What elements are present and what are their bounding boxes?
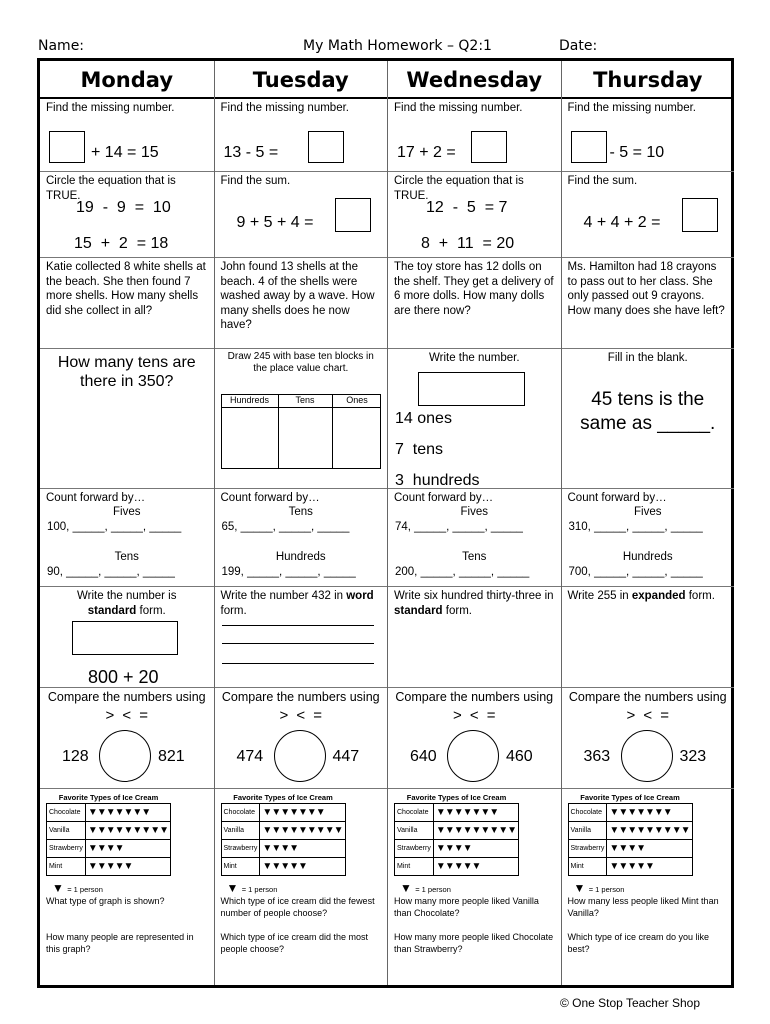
problem-cell-6 [388,587,561,688]
word-problem: The toy store has 12 dolls on the shelf. They get a delivery of 6 more dolls. How many dolls are there now? [394,261,554,317]
skip-count-sequence[interactable]: 65, _____, _____, _____ [221,521,350,533]
skip-count-sequence[interactable]: 200, _____, _____, _____ [395,566,530,578]
place-value-clue: 14 ones [395,410,452,427]
count-forward-label: Count forward by… [567,492,667,504]
writing-line[interactable] [222,643,374,644]
problem-prompt: Circle the equation that is TRUE. [46,175,176,202]
pictograph-row [221,822,345,840]
number-form-prompt [215,587,388,618]
prompt-text: form. [136,604,166,617]
compare-right-number: 447 [332,748,360,765]
ice-cream-cone-icon: ▼ [226,881,242,895]
flavor-label: Chocolate [395,804,434,822]
pictograph-key [227,881,278,895]
prompt-text: form. [442,604,472,617]
problem-cell-1 [40,99,214,172]
prompt-keyword: standard [87,604,137,617]
day-column-thursday [561,61,735,985]
comparison-symbols: > < = [626,706,670,724]
worksheet-title: My Math Homework – Q2:1 [303,38,492,54]
day-heading: Wednesday [388,61,561,99]
ice-cream-cone-icon: ▼▼▼▼▼ [433,858,518,876]
skip-count-sequence[interactable]: 100, _____, _____, _____ [47,521,182,533]
pictograph-title: Favorite Types of Ice Cream [58,793,159,802]
problem-cell-5 [388,489,561,587]
answer-box[interactable] [72,621,178,655]
ice-cream-pictograph [46,793,171,877]
ice-cream-cone-icon: ▼ [52,881,68,895]
pictograph-row [47,822,171,840]
equation-text: 4 + 4 + 2 = [583,214,661,231]
problem-prompt: Find the missing number. [46,102,175,114]
flavor-label: Chocolate [568,804,607,822]
flavor-label: Chocolate [221,804,260,822]
place-value-chart[interactable] [221,394,381,469]
graph-question: How many more people liked Vanilla than Chocolate? [394,896,539,918]
day-column-tuesday [214,61,388,985]
prompt-text: Write 255 in [567,590,632,602]
pictograph-row [221,858,345,876]
day-heading: Tuesday [215,61,388,99]
compare-prompt: Compare the numbers using [221,690,380,704]
prompt-text: Write six hundred thirty-three in [394,590,554,602]
pictograph-table [568,803,693,876]
problem-prompt: Fill in the blank. [607,352,688,364]
problem-prompt: Find the missing number. [394,102,523,114]
compare-answer-circle[interactable] [621,730,673,782]
graph-question: Which type of ice cream did the most people choose? [220,932,369,954]
ice-cream-cone-icon: ▼▼▼▼▼▼▼▼▼ [85,822,170,840]
ice-cream-pictograph [568,793,693,877]
flavor-label: Strawberry [395,840,434,858]
compare-prompt: Compare the numbers using [395,690,554,704]
compare-left-number: 474 [236,748,264,765]
day-column-wednesday [387,61,561,985]
ice-cream-cone-icon: ▼▼▼▼▼ [260,858,345,876]
ice-cream-cone-icon: ▼▼▼▼▼ [85,858,170,876]
compare-right-number: 821 [158,748,185,765]
equation-option[interactable]: 15 + 2 = 18 [74,235,169,252]
pictograph-row [221,840,345,858]
worksheet-header [38,38,732,58]
equation-option[interactable]: 8 + 11 = 20 [421,235,515,252]
writing-line[interactable] [222,625,374,626]
problem-cell-1 [215,99,388,172]
problem-prompt: Find the missing number. [567,102,696,114]
prompt-text: form. [220,604,247,617]
pictograph-row [568,804,692,822]
word-problem: John found 13 shells at the beach. 4 of the shells were washed away by a wave. How many shells does he now have? [220,261,375,331]
ice-cream-cone-icon: ▼▼▼▼ [433,840,518,858]
writing-line[interactable] [222,663,374,664]
ice-cream-cone-icon: ▼ [573,881,589,895]
ice-cream-cone-icon: ▼▼▼▼▼▼▼ [433,804,518,822]
pictograph-title: Favorite Types of Ice Cream [406,793,507,802]
prompt-keyword: word [346,590,374,602]
word-problem: Katie collected 8 white shells at the beach. She then found 7 more shells. How many shells did she collect in all? [46,261,206,317]
answer-box[interactable] [308,131,344,163]
problem-cell-7 [215,688,388,789]
pictograph-key [52,881,103,895]
problem-cell-2 [388,172,561,258]
ice-cream-cone-icon: ▼▼▼▼▼▼▼▼▼ [433,822,518,840]
problem-cell-3 [562,258,735,349]
compare-answer-circle[interactable] [447,730,499,782]
problem-cell-6 [40,587,214,688]
problem-cell-5 [215,489,388,587]
pictograph-title: Favorite Types of Ice Cream [580,793,680,802]
problem-prompt: Find the sum. [220,175,291,187]
equation-text: 9 + 5 + 4 = [236,214,314,231]
prompt-text: form. [685,590,715,602]
problem-cell-1 [388,99,561,172]
skip-count-title: Tens [288,506,313,518]
problem-cell-2 [562,172,735,258]
flavor-label: Mint [47,858,86,876]
count-forward-label: Count forward by… [220,492,320,504]
skip-count-sequence[interactable]: 74, _____, _____, _____ [395,521,523,533]
pictograph-table [394,803,519,876]
problem-cell-6 [215,587,388,688]
problem-prompt: Write the number. [428,352,520,364]
flavor-label: Strawberry [221,840,260,858]
place-value-column: Hundreds [222,395,279,468]
problem-cell-7 [40,688,214,789]
problem-cell-3 [388,258,561,349]
problem-prompt: Find the missing number. [220,102,349,114]
compare-prompt: Compare the numbers using [47,690,206,704]
problem-cell-1 [562,99,735,172]
place-value-clue: 3 hundreds [395,472,480,489]
flavor-label: Mint [395,858,434,876]
equation-text: - 5 = 10 [609,144,665,161]
prompt-keyword: standard [394,604,443,617]
ice-cream-cone-icon: ▼▼▼▼ [260,840,345,858]
flavor-label: Chocolate [47,804,86,822]
problem-cell-4 [215,349,388,489]
ice-cream-cone-icon: ▼▼▼▼▼▼▼▼▼ [607,822,692,840]
answer-box[interactable] [682,198,718,232]
skip-count-sequence[interactable]: 310, _____, _____, _____ [568,521,703,533]
equation-option[interactable]: 12 - 5 = 7 [426,199,508,216]
tens-question: How many tens are there in 350? [57,354,196,390]
copyright-footer: © One Stop Teacher Shop [559,996,700,1010]
key-text: = 1 person [241,885,278,894]
skip-count-sequence[interactable]: 700, _____, _____, _____ [568,566,703,578]
key-text: = 1 person [588,885,625,894]
ice-cream-cone-icon: ▼▼▼▼▼▼▼ [85,804,170,822]
pictograph-table [221,803,346,876]
graph-question: Which type of ice cream do you like best? [567,932,710,954]
ice-cream-cone-icon: ▼▼▼▼▼▼▼▼▼ [260,822,345,840]
skip-count-sequence[interactable]: 199, _____, _____, _____ [221,566,356,578]
problem-cell-4 [388,349,561,489]
key-text: = 1 person [415,885,451,894]
problem-prompt: Circle the equation that is TRUE. [394,175,524,202]
place-value-column: Tens [279,395,333,468]
key-text: = 1 person [67,885,103,894]
day-heading: Thursday [562,61,735,99]
ice-cream-cone-icon: ▼▼▼▼▼▼▼ [607,804,692,822]
problem-cell-7 [562,688,735,789]
prompt-text: Write the number is [77,590,177,602]
pictograph-table [46,803,171,876]
pictograph-row [568,840,692,858]
skip-count-title: Hundreds [622,551,673,563]
ice-cream-cone-icon: ▼▼▼▼▼▼▼ [260,804,345,822]
name-label: Name: [38,38,85,54]
problem-cell-8 [388,789,561,985]
problem-cell-2 [40,172,214,258]
graph-question: How many more people liked Chocolate than Strawberry? [394,932,554,954]
skip-count-title: Tens [114,551,139,563]
problem-cell-4 [40,349,214,489]
problem-cell-6 [562,587,735,688]
flavor-label: Mint [568,858,607,876]
problem-prompt: Find the sum. [567,175,638,187]
ice-cream-pictograph [394,793,519,877]
number-form-prompt [562,587,735,604]
pictograph-row [47,840,171,858]
compare-answer-circle[interactable] [274,730,326,782]
equation-text: + 14 = 15 [91,144,159,161]
problem-cell-5 [40,489,214,587]
problem-cell-8 [562,789,735,985]
flavor-label: Vanilla [221,822,260,840]
pictograph-row [568,858,692,876]
pictograph-row [395,822,519,840]
pictograph-key [400,881,451,895]
skip-count-title: Fives [634,506,662,518]
compare-left-number: 128 [62,748,89,765]
comparison-symbols: > < = [279,706,323,724]
pictograph-row [395,840,519,858]
flavor-label: Mint [221,858,260,876]
day-heading: Monday [40,61,214,99]
count-forward-label: Count forward by… [46,492,146,504]
graph-question: What type of graph is shown? [46,896,165,906]
word-problem: Ms. Hamilton had 18 crayons to pass out to her class. She only passed out 9 crayons. How many does she have left? [567,261,725,317]
problem-cell-4 [562,349,735,489]
problem-cell-7 [388,688,561,789]
pictograph-row [568,822,692,840]
compare-left-number: 640 [410,748,437,765]
ice-cream-pictograph [221,793,346,877]
problem-cell-3 [215,258,388,349]
number-form-prompt [388,587,561,618]
flavor-label: Strawberry [47,840,86,858]
problem-cell-8 [40,789,214,985]
ice-cream-cone-icon: ▼ [400,881,416,895]
answer-box[interactable] [335,198,371,232]
skip-count-title: Hundreds [275,551,326,563]
prompt-text: Write the number 432 in [220,590,347,602]
number-form-prompt [40,587,214,618]
equation-text: 17 + 2 = [397,144,456,161]
expanded-expression: 800 + 20 [88,667,159,687]
ice-cream-cone-icon: ▼▼▼▼ [607,840,692,858]
place-value-clue: 7 tens [395,441,444,458]
compare-answer-circle[interactable] [99,730,151,782]
flavor-label: Vanilla [47,822,86,840]
equation-text: 13 - 5 = [223,144,279,161]
graph-question: How many less people liked Mint than Vanilla? [567,896,719,918]
graph-question: How many people are represented in this graph? [46,932,194,954]
flavor-label: Vanilla [568,822,607,840]
compare-left-number: 363 [583,748,611,765]
answer-box[interactable] [471,131,507,163]
pictograph-key [574,881,625,895]
flavor-label: Vanilla [395,822,434,840]
answer-box[interactable] [571,131,607,163]
place-value-column: Ones [346,395,368,405]
day-column-monday [40,61,214,985]
skip-count-title: Tens [462,551,487,563]
compare-prompt: Compare the numbers using [568,690,727,704]
compare-right-number: 460 [506,748,533,765]
count-forward-label: Count forward by… [394,492,494,504]
problem-prompt: Draw 245 with base ten blocks in the place value chart. [227,351,374,374]
pictograph-row [47,858,171,876]
problem-cell-2 [215,172,388,258]
ice-cream-cone-icon: ▼▼▼▼▼ [607,858,692,876]
equation-option[interactable]: 19 - 9 = 10 [76,199,171,216]
fill-blank-sentence: 45 tens is the same as _____. [580,388,716,434]
answer-box[interactable] [49,131,85,163]
answer-box[interactable] [418,372,525,406]
pictograph-row [395,804,519,822]
skip-count-title: Fives [460,506,488,518]
pictograph-row [47,804,171,822]
prompt-keyword: expanded [631,590,686,602]
pictograph-title: Favorite Types of Ice Cream [233,793,333,802]
flavor-label: Strawberry [568,840,607,858]
skip-count-title: Fives [113,506,141,518]
ice-cream-cone-icon: ▼▼▼▼ [85,840,170,858]
date-label: Date: [559,38,598,54]
problem-cell-8 [215,789,388,985]
problem-cell-5 [562,489,735,587]
pictograph-row [221,804,345,822]
comparison-symbols: > < = [452,706,496,724]
pictograph-row [395,858,519,876]
comparison-symbols: > < = [105,706,149,724]
skip-count-sequence[interactable]: 90, _____, _____, _____ [47,566,175,578]
graph-question: Which type of ice cream did the fewest number of people choose? [220,896,375,918]
problem-cell-3 [40,258,214,349]
homework-grid [37,58,734,988]
compare-right-number: 323 [679,748,707,765]
